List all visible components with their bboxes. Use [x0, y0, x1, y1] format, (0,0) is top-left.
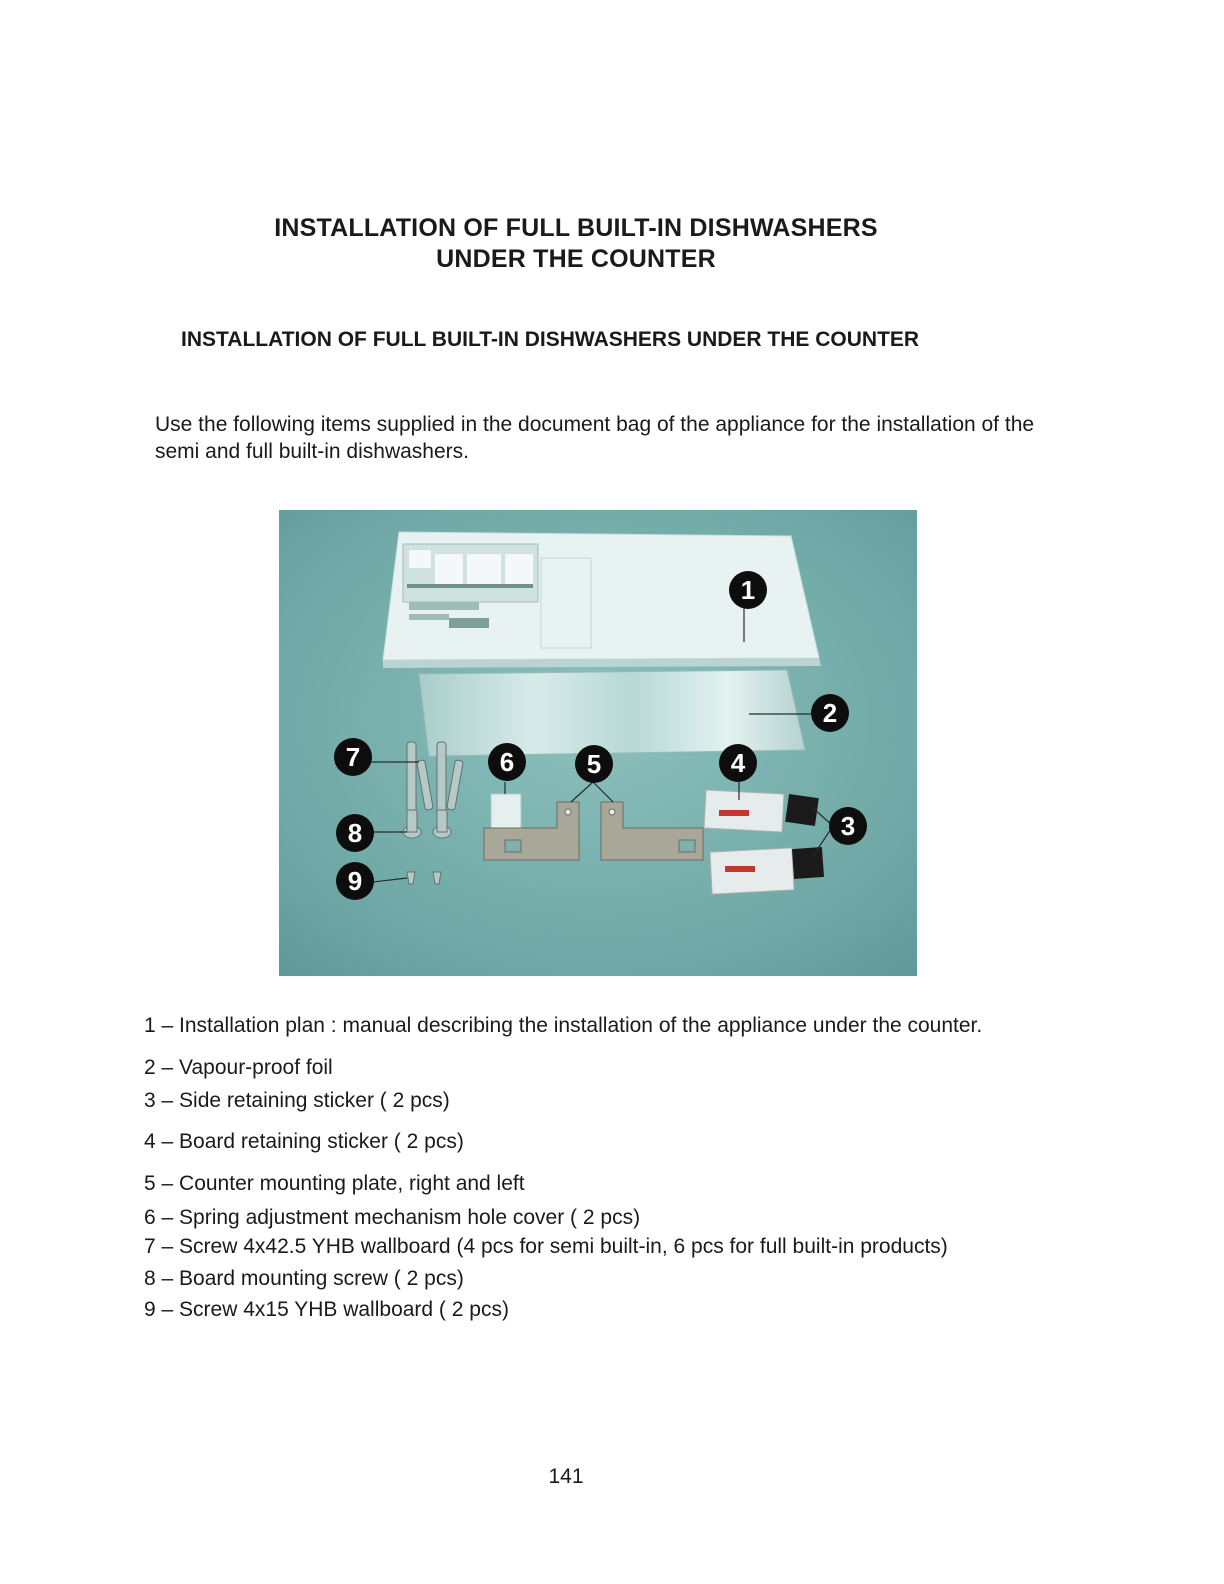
vapour-proof-foil	[419, 670, 805, 756]
callout-5-marker	[575, 745, 613, 783]
callout-8-marker	[336, 814, 374, 852]
page-title-line-2: UNDER THE COUNTER	[436, 245, 716, 273]
list-item: 1 – Installation plan : manual describing the installation of the appliance under the counter.	[144, 1014, 983, 1037]
callout-7-label: 7	[345, 742, 361, 772]
page-title: INSTALLATION OF FULL BUILT-IN DISHWASHERS	[274, 214, 878, 242]
callout-1-marker	[729, 571, 767, 609]
callout-9-label: 9	[347, 866, 363, 896]
list-item: 7 – Screw 4x42.5 YHB wallboard (4 pcs for semi built-in, 6 pcs for full built-in products)	[144, 1235, 948, 1258]
callout-6-label: 6	[499, 747, 515, 777]
callout-8-label: 8	[347, 818, 363, 848]
list-item: 6 – Spring adjustment mechanism hole cover ( 2 pcs)	[144, 1206, 641, 1229]
supplied-items-photo	[279, 510, 917, 976]
page-number: 141	[548, 1465, 584, 1488]
callout-4-marker	[719, 744, 757, 782]
list-item: 5 – Counter mounting plate, right and left	[144, 1172, 525, 1195]
callout-3-label: 3	[840, 811, 856, 841]
callout-4-label: 4	[730, 748, 746, 778]
callout-9-marker	[336, 862, 374, 900]
intro-paragraph: Use the following items supplied in the document bag of the appliance for the installation of the semi and full built-in dishwashers.	[155, 413, 1035, 463]
callout-6-marker	[488, 743, 526, 781]
list-item: 3 – Side retaining sticker ( 2 pcs)	[144, 1089, 450, 1112]
list-item: 9 – Screw 4x15 YHB wallboard ( 2 pcs)	[144, 1298, 509, 1321]
list-item: 2 – Vapour-proof foil	[144, 1056, 333, 1079]
list-item: 8 – Board mounting screw ( 2 pcs)	[144, 1267, 464, 1290]
callout-1-label: 1	[740, 575, 756, 605]
section-heading: INSTALLATION OF FULL BUILT-IN DISHWASHERS UNDER THE COUNTER	[181, 328, 920, 351]
callout-5-label: 5	[586, 749, 602, 779]
list-item: 4 – Board retaining sticker ( 2 pcs)	[144, 1130, 464, 1153]
callout-2-label: 2	[822, 698, 838, 728]
callout-3-marker	[829, 807, 867, 845]
callout-7-marker	[334, 738, 372, 776]
callout-2-marker	[811, 694, 849, 732]
